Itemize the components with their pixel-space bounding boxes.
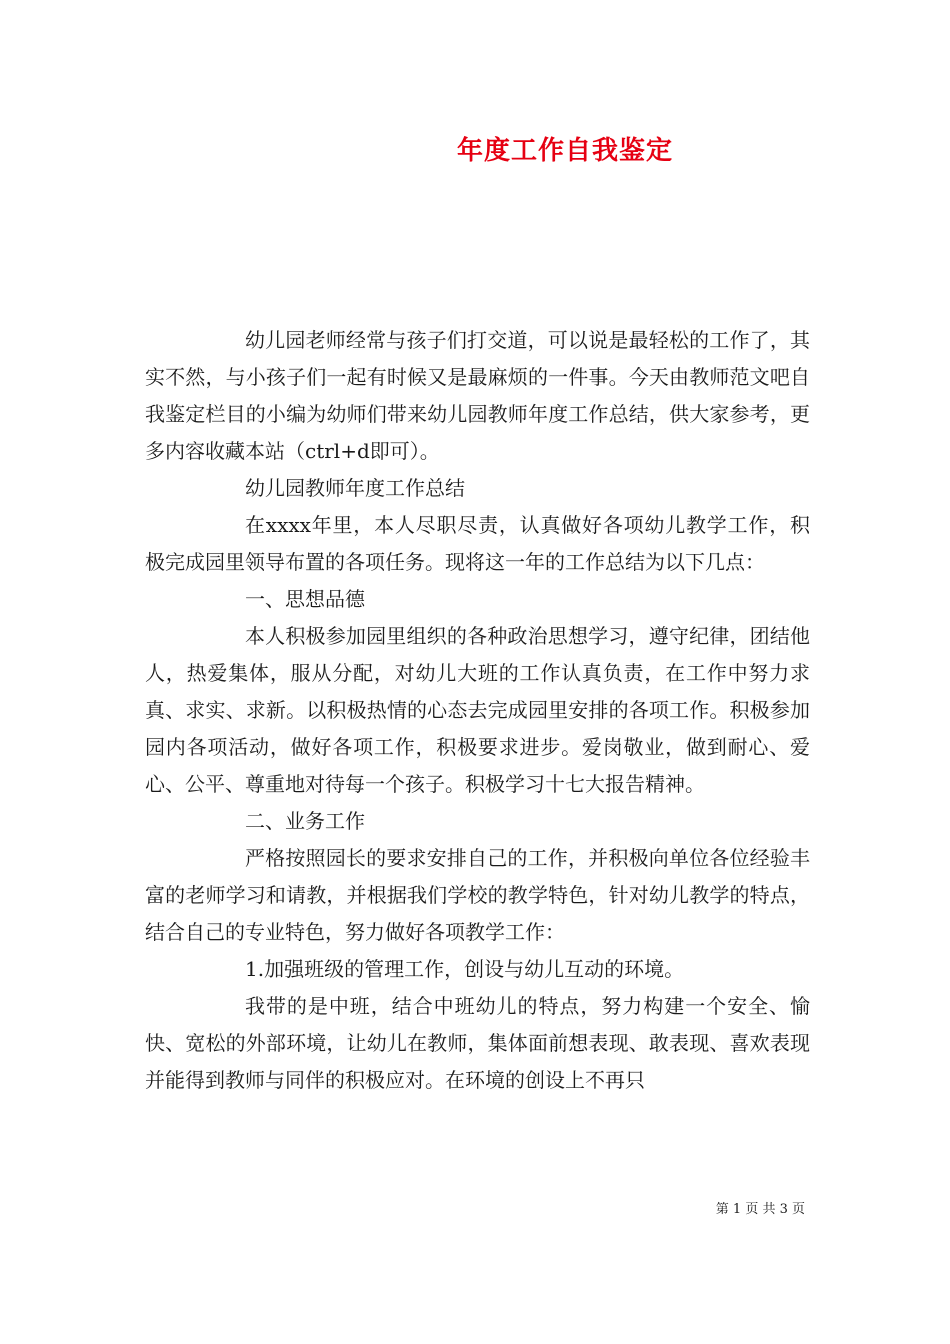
subsection-heading-class-management: 1.加强班级的管理工作，创设与幼儿互动的环境。 [245, 957, 685, 981]
document-title: 年度工作自我鉴定 [456, 136, 673, 166]
paragraph-subtitle: 幼儿园教师年度工作总结 [245, 476, 465, 500]
paragraph-ideology: 本人积极参加园里组织的各种政治思想学习，遵守纪律，团结他人，热爱集体，服从分配，对幼儿大班的工作认真负责，在工作中努力求真、求实、求新。以积极热情的心态去完成园里安排的各项工作。积极参加园内各项活动，做好各项工作，积极要求进步。爱岗敬业，做到耐心、爱心、公平、尊重地对待每一个孩子。积极学习十七大报告精神。 [145, 624, 810, 796]
paragraph-summary-intro: 在xxxx年里，本人尽职尽责，认真做好各项幼儿教学工作，积极完成园里领导布置的各项任务。现将这一年的工作总结为以下几点： [145, 513, 810, 574]
paragraph-intro: 幼儿园老师经常与孩子们打交道，可以说是最轻松的工作了，其实不然，与小孩子们一起有时候又是最麻烦的一件事。今天由教师范文吧自我鉴定栏目的小编为幼师们带来幼儿园教师年度工作总结，供大家参考，更多内容收藏本站（ctrl+d即可）。 [145, 328, 810, 463]
document-body [145, 322, 810, 1099]
page-number: 第 1 页 共 3 页 [715, 1202, 805, 1217]
section-heading-work: 二、业务工作 [245, 809, 365, 833]
paragraph-work: 严格按照园长的要求安排自己的工作，并积极向单位各位经验丰富的老师学习和请教，并根据我们学校的教学特色，针对幼儿教学的特点，结合自己的专业特色，努力做好各项教学工作： [145, 846, 810, 944]
section-heading-ideology: 一、思想品德 [245, 587, 365, 611]
paragraph-class-management: 我带的是中班，结合中班幼儿的特点，努力构建一个安全、愉快、宽松的外部环境，让幼儿在教师，集体面前想表现、敢表现、喜欢表现并能得到教师与同伴的积极应对。在环境的创设上不再只 [145, 994, 810, 1092]
